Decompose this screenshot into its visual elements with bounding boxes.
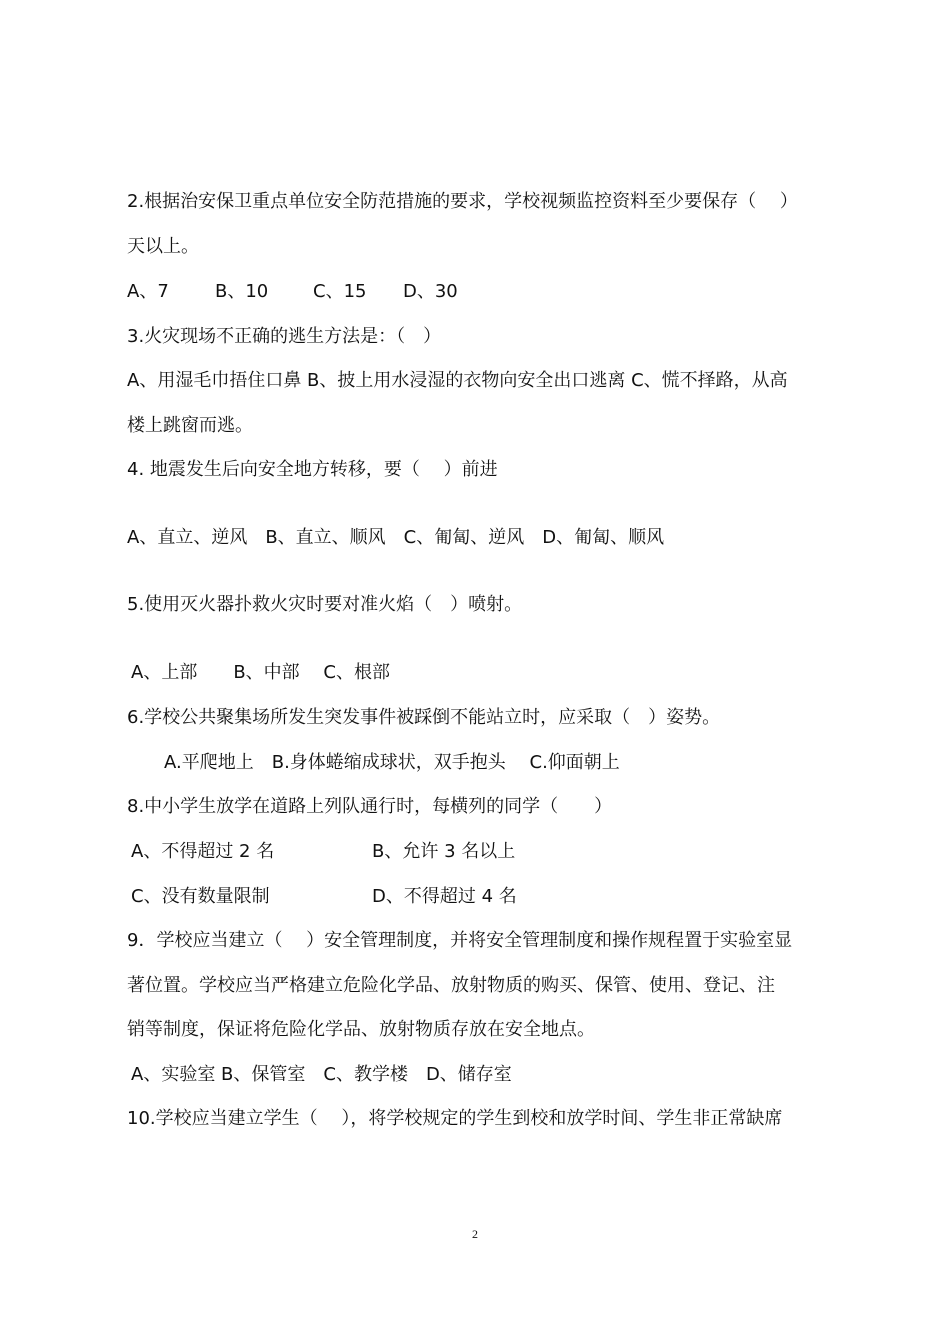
question-6-stem: 6.学校公共聚集场所发生突发事件被踩倒不能站立时，应采取（ ）姿势。 [127, 707, 721, 728]
question-3-options-cont: 楼上跳窗而逃。 [127, 415, 253, 436]
question-2-options [127, 280, 827, 304]
page-number: 2 [472, 1227, 478, 1241]
q2-option-c: C、15 [313, 281, 367, 302]
question-2-stem: 2.根据治安保卫重点单位安全防范措施的要求，学校视频监控资料至少要保存（ ） [127, 191, 798, 212]
question-2-stem-cont: 天以上。 [127, 236, 199, 257]
question-6-options: A.平爬地上 B.身体蜷缩成球状，双手抱头 C.仰面朝上 [164, 752, 620, 773]
question-9-stem-cont-1: 著位置。学校应当严格建立危险化学品、放射物质的购买、保管、使用、登记、注 [127, 975, 775, 996]
question-4-stem: 4. 地震发生后向安全地方转移，要（ ）前进 [127, 459, 498, 480]
q2-option-b: B、10 [215, 281, 269, 302]
q8-option-c: C、没有数量限制 [131, 886, 270, 907]
question-8-options-row-1 [131, 840, 781, 864]
question-3-options: A、用湿毛巾捂住口鼻 B、披上用水浸湿的衣物向安全出口逃离 C、慌不择路，从高 [127, 370, 788, 391]
q8-option-b: B、允许 3 名以上 [372, 841, 516, 862]
question-9-stem: 9．学校应当建立（ ）安全管理制度，并将安全管理制度和操作规程置于实验室显 [127, 930, 793, 951]
question-10-stem: 10.学校应当建立学生（ ），将学校规定的学生到校和放学时间、学生非正常缺席 [127, 1108, 783, 1129]
question-9-options: A、实验室 B、保管室 C、教学楼 D、储存室 [131, 1064, 512, 1085]
question-8-stem: 8.中小学生放学在道路上列队通行时，每横列的同学（ ） [127, 796, 613, 817]
question-8-options-row-2 [131, 885, 781, 909]
question-5-stem: 5.使用灭火器扑救火灾时要对准火焰（ ）喷射。 [127, 594, 523, 615]
question-5-options: A、上部 B、中部 C、根部 [131, 662, 390, 683]
q2-option-a: A、7 [127, 281, 169, 302]
q2-option-d: D、30 [403, 281, 458, 302]
q8-option-d: D、不得超过 4 名 [372, 886, 517, 907]
question-4-options: A、直立、逆风 B、直立、顺风 C、匍匐、逆风 D、匍匐、顺风 [127, 527, 665, 548]
q8-option-a: A、不得超过 2 名 [131, 841, 275, 862]
question-3-stem: 3.火灾现场不正确的逃生方法是：（ ） [127, 326, 442, 347]
question-9-stem-cont-2: 销等制度，保证将危险化学品、放射物质存放在安全地点。 [127, 1019, 595, 1040]
